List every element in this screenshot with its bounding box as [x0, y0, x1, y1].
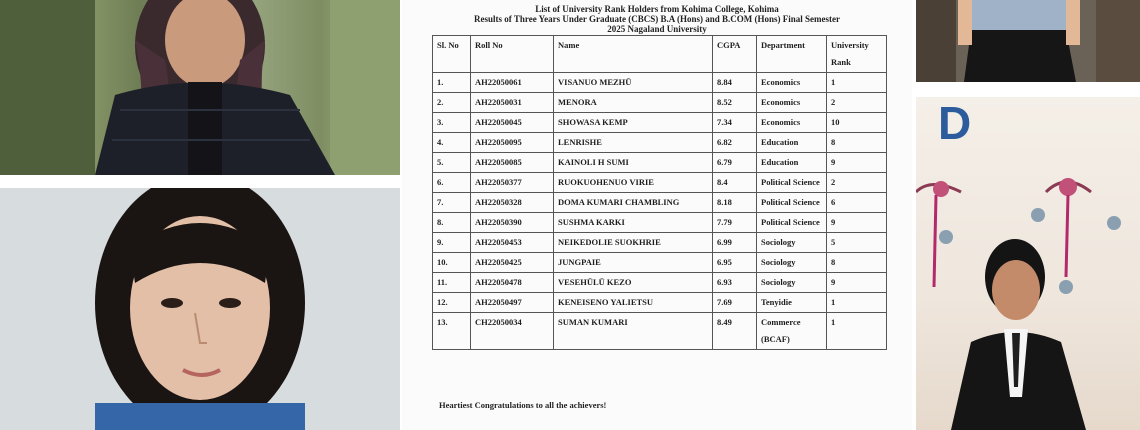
cell-cgpa: 7.79 [713, 213, 757, 233]
cell-department: Commerce (BCAF) [757, 313, 827, 350]
cell-roll-no: AH22050085 [471, 153, 554, 173]
cell-rank: 9 [827, 213, 887, 233]
table-row [433, 313, 887, 350]
table-row [433, 233, 887, 253]
document-year-university: 2025 Nagaland University [607, 24, 707, 34]
cell-cgpa: 7.69 [713, 293, 757, 313]
cell-department: Education [757, 133, 827, 153]
cell-roll-no: AH22050390 [471, 213, 554, 233]
decoration-letter: D [938, 97, 972, 149]
cell-cgpa: 7.34 [713, 113, 757, 133]
cell-sl: 5. [433, 153, 471, 173]
cell-sl: 10. [433, 253, 471, 273]
table-row [433, 293, 887, 313]
cell-rank: 9 [827, 153, 887, 173]
cell-cgpa: 6.79 [713, 153, 757, 173]
cell-name: SUSHMA KARKI [554, 213, 713, 233]
cell-cgpa: 6.99 [713, 233, 757, 253]
cell-department: Tenyidie [757, 293, 827, 313]
document-subtitle: Results of Three Years Under Graduate (CBCS) B.A (Hons) and B.COM (Hons) Final Semester [474, 14, 840, 24]
cell-rank: 1 [827, 293, 887, 313]
table-row [433, 113, 887, 133]
cell-rank: 2 [827, 93, 887, 113]
cell-name: VISANUO MEZHŪ [554, 73, 713, 93]
cell-roll-no: AH22050045 [471, 113, 554, 133]
congratulations-note: Heartiest Congratulations to all the achievers! [439, 400, 607, 410]
cell-roll-no: AH22050497 [471, 293, 554, 313]
photo-student-puffer-jacket [0, 0, 400, 175]
cell-sl: 12. [433, 293, 471, 313]
cell-department: Political Science [757, 193, 827, 213]
cell-cgpa: 8.52 [713, 93, 757, 113]
cell-sl: 7. [433, 193, 471, 213]
cell-department: Sociology [757, 233, 827, 253]
cell-cgpa: 6.82 [713, 133, 757, 153]
photo-student-standing [916, 0, 1140, 82]
column-header-sl: Sl. No [433, 36, 471, 73]
table-row [433, 73, 887, 93]
cell-name: SUMAN KUMARI [554, 313, 713, 350]
table-row [433, 153, 887, 173]
cell-sl: 13. [433, 313, 471, 350]
cell-cgpa: 8.4 [713, 173, 757, 193]
cell-roll-no: AH22050328 [471, 193, 554, 213]
rank-holders-table [432, 35, 887, 350]
column-header-rank: University Rank [827, 36, 887, 73]
cell-name: VESEHŪLŪ KEZO [554, 273, 713, 293]
cell-name: KENEISENO YALIETSU [554, 293, 713, 313]
table-row [433, 133, 887, 153]
cell-rank: 5 [827, 233, 887, 253]
rank-holders-document [402, 0, 912, 430]
column-header-department: Department [757, 36, 827, 73]
table-row [433, 213, 887, 233]
cell-roll-no: CH22050034 [471, 313, 554, 350]
cell-department: Sociology [757, 253, 827, 273]
table-header-row [433, 36, 887, 73]
table-row [433, 93, 887, 113]
cell-department: Political Science [757, 213, 827, 233]
document-title: List of University Rank Holders from Kohima College, Kohima [535, 4, 779, 14]
cell-sl: 6. [433, 173, 471, 193]
cell-department: Education [757, 153, 827, 173]
photo-student-suit [916, 97, 1140, 430]
column-header-name: Name [554, 36, 713, 73]
cell-roll-no: AH22050061 [471, 73, 554, 93]
cell-sl: 2. [433, 93, 471, 113]
cell-cgpa: 8.84 [713, 73, 757, 93]
cell-name: MENORA [554, 93, 713, 113]
cell-department: Economics [757, 73, 827, 93]
cell-rank: 10 [827, 113, 887, 133]
cell-sl: 9. [433, 233, 471, 253]
cell-sl: 11. [433, 273, 471, 293]
cell-cgpa: 8.49 [713, 313, 757, 350]
cell-roll-no: AH22050095 [471, 133, 554, 153]
cell-sl: 3. [433, 113, 471, 133]
table-row [433, 193, 887, 213]
column-header-roll: Roll No [471, 36, 554, 73]
cell-sl: 1. [433, 73, 471, 93]
column-header-cgpa: CGPA [713, 36, 757, 73]
cell-roll-no: AH22050453 [471, 233, 554, 253]
cell-rank: 8 [827, 253, 887, 273]
photo-student-portrait [0, 188, 400, 430]
cell-name: DOMA KUMARI CHAMBLING [554, 193, 713, 213]
cell-name: LENRISHE [554, 133, 713, 153]
cell-name: RUOKUOHENUO VIRIE [554, 173, 713, 193]
cell-rank: 8 [827, 133, 887, 153]
cell-rank: 9 [827, 273, 887, 293]
cell-department: Economics [757, 93, 827, 113]
cell-name: NEIKEDOLIE SUOKHRIE [554, 233, 713, 253]
cell-rank: 1 [827, 313, 887, 350]
cell-roll-no: AH22050031 [471, 93, 554, 113]
cell-department: Sociology [757, 273, 827, 293]
cell-cgpa: 6.95 [713, 253, 757, 273]
cell-sl: 4. [433, 133, 471, 153]
cell-rank: 2 [827, 173, 887, 193]
cell-roll-no: AH22050478 [471, 273, 554, 293]
cell-department: Economics [757, 113, 827, 133]
cell-rank: 1 [827, 73, 887, 93]
table-row [433, 173, 887, 193]
cell-cgpa: 6.93 [713, 273, 757, 293]
cell-name: SHOWASA KEMP [554, 113, 713, 133]
cell-name: JUNGPAIE [554, 253, 713, 273]
cell-cgpa: 8.18 [713, 193, 757, 213]
cell-department: Political Science [757, 173, 827, 193]
cell-roll-no: AH22050425 [471, 253, 554, 273]
table-row [433, 253, 887, 273]
cell-sl: 8. [433, 213, 471, 233]
cell-roll-no: AH22050377 [471, 173, 554, 193]
table-row [433, 273, 887, 293]
cell-name: KAINOLI H SUMI [554, 153, 713, 173]
cell-rank: 6 [827, 193, 887, 213]
